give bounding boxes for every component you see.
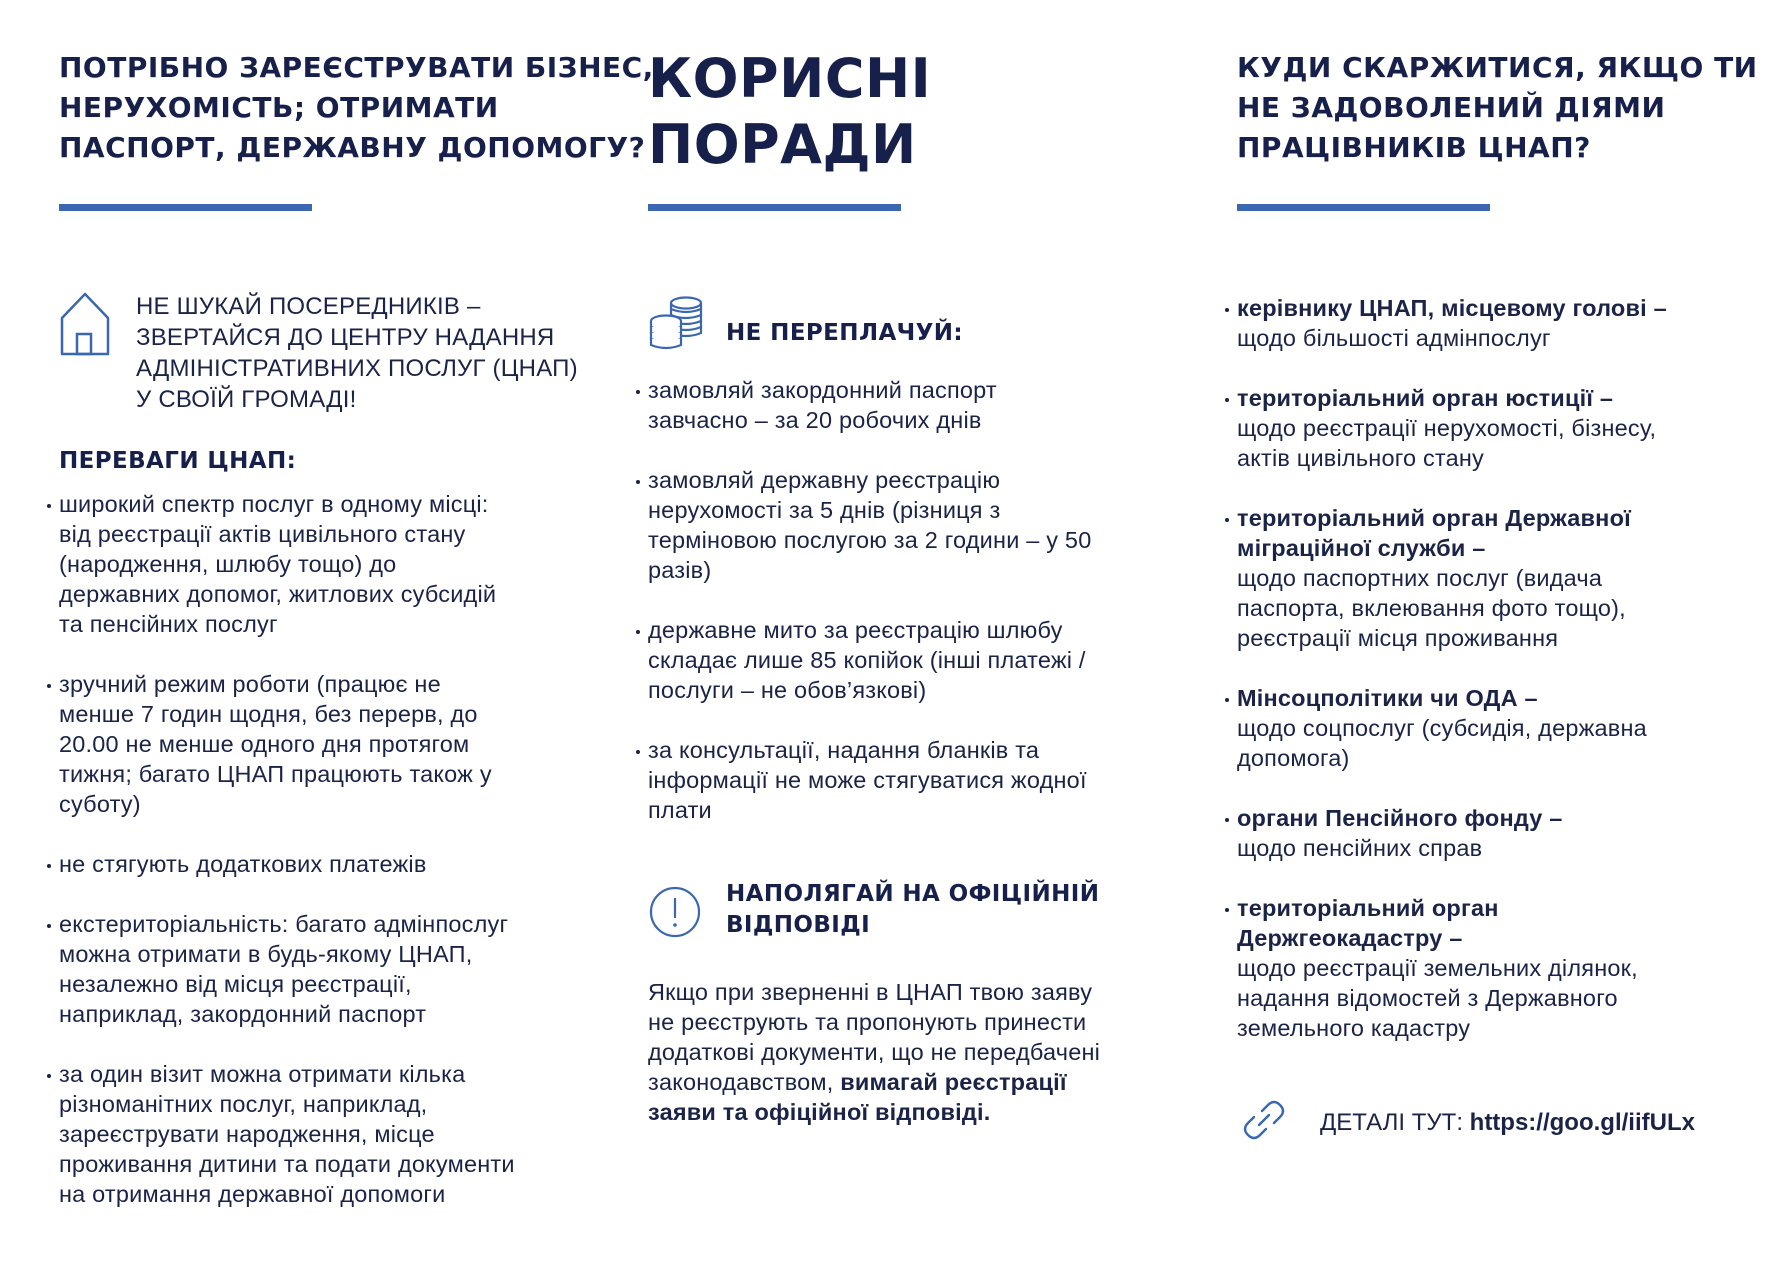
heading-divider [59, 204, 312, 211]
insist-paragraph: Якщо при зверненні в ЦНАП твою заяву не реєструють та пропонують принести додаткові документи, що не передбачені законодавством, вимагай реєстрації заяви та офіційної відповіді. [648, 979, 1101, 1125]
tips-list [648, 375, 1178, 825]
advantages-list [59, 489, 589, 1209]
list-item: Мінсоцполітики чи ОДА – щодо соцпослуг (субсидія, державна допомога) [1237, 683, 1767, 773]
list-item: територіальний орган юстиції – щодо реєстрації нерухомості, бізнесу, актів цивільного стану [1237, 383, 1767, 473]
list-item: територіальний орган Державної міграційної служби – щодо паспортних послуг (видача паспорта, вклеювання фото тощо), реєстрації місця проживання [1237, 503, 1767, 653]
exclamation-icon [648, 885, 702, 939]
details-label: ДЕТАЛІ ТУТ: [1320, 1109, 1470, 1136]
house-icon [59, 290, 111, 358]
heading-divider [648, 204, 901, 211]
complaints-list [1237, 293, 1767, 1043]
link-icon [1237, 1093, 1291, 1147]
intro-text: НЕ ШУКАЙ ПОСЕРЕДНИКІВ – ЗВЕРТАЙСЯ ДО ЦЕНТРУ НАДАННЯ АДМІНІСТРАТИВНИХ ПОСЛУГ (ЦНАП) У СВОЇЙ ГРОМАДІ! [136, 293, 578, 413]
list-item: замовляй державну реєстрацію нерухомості за 5 днів (різниця з терміновою послугою за 2 години – у 50 разів) [648, 465, 1178, 585]
list-item: керівнику ЦНАП, місцевому голові – щодо більшості адмінпослуг [1237, 293, 1767, 353]
overpay-title: НЕ ПЕРЕПЛАЧУЙ: [726, 320, 964, 346]
list-item: екстериторіальність: багато адмінпослуг можна отримати в будь-якому ЦНАП, незалежно від місця реєстрації, наприклад, закордонний паспорт [59, 909, 589, 1029]
page-title: КОРИСНІ ПОРАДИ [648, 47, 932, 176]
coins-icon [648, 294, 704, 356]
list-item: державне мито за реєстрацію шлюбу складає лише 85 копійок (інші платежі / послуги – не обов’язкові) [648, 615, 1178, 705]
list-item: замовляй закордонний паспорт завчасно – за 20 робочих днів [648, 375, 1178, 435]
list-item: за один візит можна отримати кілька різноманітних послуг, наприклад, зареєструвати народження, місце проживання дитини та подати документи на отримання державної допомоги [59, 1059, 589, 1209]
list-item: територіальний орган Держгеокадастру – щодо реєстрації земельних ділянок, надання відомостей з Державного земельного кадастру [1237, 893, 1767, 1043]
list-item: не стягують додаткових платежів [59, 849, 589, 879]
list-item: зручний режим роботи (працює не менше 7 годин щодня, без перерв, до 20.00 не менше одного дня протягом тижня; багато ЦНАП працюють також у суботу) [59, 669, 589, 819]
column1-heading: ПОТРІБНО ЗАРЕЄСТРУВАТИ БІЗНЕС, НЕРУХОМІСТЬ; ОТРИМАТИ ПАСПОРТ, ДЕРЖАВНУ ДОПОМОГУ? [59, 51, 654, 164]
details-line [1320, 1108, 1695, 1138]
column3-heading: КУДИ СКАРЖИТИСЯ, ЯКЩО ТИ НЕ ЗАДОВОЛЕНИЙ ДІЯМИ ПРАЦІВНИКІВ ЦНАП? [1237, 51, 1758, 164]
list-item: органи Пенсійного фонду – щодо пенсійних справ [1237, 803, 1767, 863]
details-link[interactable]: https://goo.gl/iifULx [1469, 1109, 1695, 1136]
list-item: за консультації, надання бланків та інформації не може стягуватися жодної плати [648, 735, 1178, 825]
heading-divider [1237, 204, 1490, 211]
insist-title: НАПОЛЯГАЙ НА ОФІЦІЙНІЙ ВІДПОВІДІ [726, 881, 1100, 938]
list-item: широкий спектр послуг в одному місці: від реєстрації актів цивільного стану (народження, шлюбу тощо) до державних допомог, житлових субсидій та пенсійних послуг [59, 489, 589, 639]
advantages-title: ПЕРЕВАГИ ЦНАП: [59, 448, 297, 474]
